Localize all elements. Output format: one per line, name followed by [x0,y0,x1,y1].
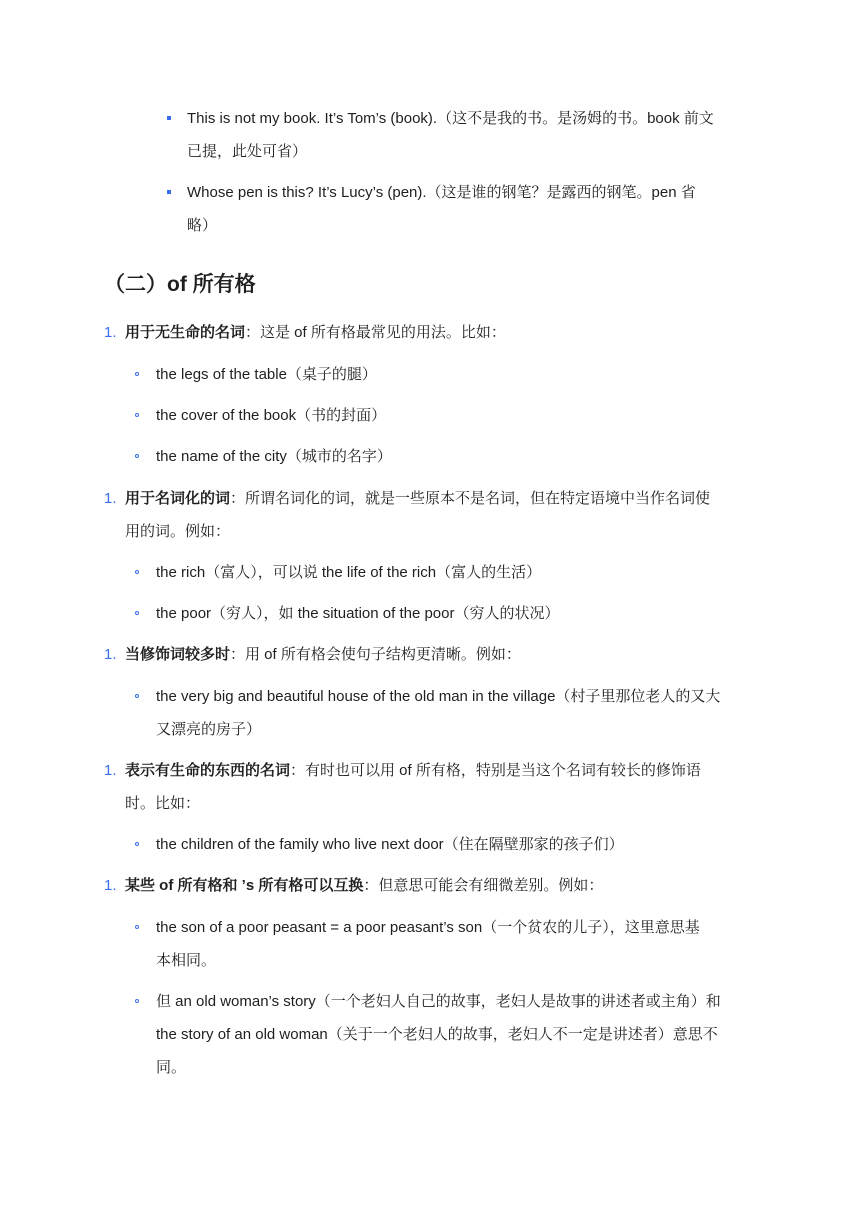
sub-item-line: 但 an old woman’s story（一个老妇人自己的故事，老妇人是故事的讲述者或主角）和 [156,993,721,1010]
item-bold-label: 表示有生命的东西的名词 [125,762,291,779]
item-text: ：但意思可能会有细微差别。例如： [363,877,604,894]
circle-bullet-icon [135,842,139,846]
item-text-continued: 用的词。例如： [125,523,231,540]
sub-item-line: 又漂亮的房子） [156,721,262,738]
sub-item-line: the story of an old woman（关于一个老妇人的故事，老妇人不一定是讲述者）意思不 [156,1026,718,1043]
item-text: ：有时也可以用 of 所有格，特别是当这个名词有较长的修饰语 [290,762,701,779]
list-item [125,482,710,548]
item-bold-label: 某些 of 所有格和 ’s 所有格可以互换 [125,877,364,894]
sub-item-line: the poor（穷人），如 the situation of the poor（穷人的状况） [156,605,560,622]
sub-item [156,828,624,861]
circle-bullet-icon [135,694,139,698]
list-number: 1. [104,762,117,779]
circle-bullet-icon [135,413,139,417]
sub-item-line: the children of the family who live next door（住在隔壁那家的孩子们） [156,836,624,853]
sub-item [156,911,700,977]
sub-item [156,985,721,1084]
list-number: 1. [104,877,117,894]
list-item [125,638,521,671]
item-bold-label: 用于名词化的词 [125,490,231,507]
square-bullet-icon [167,190,171,194]
sub-item-line: 同。 [156,1059,187,1076]
item-text-continued: 时。比如： [125,795,201,812]
bullet-line: 略） [187,217,218,234]
item-text: ：用 of 所有格会使句子结构更清晰。例如： [230,646,521,663]
section-heading: （二）of 所有格 [104,273,256,296]
sub-item [156,680,720,746]
item-text: ：这是 of 所有格最常见的用法。比如： [245,324,506,341]
bullet-line: Whose pen is this? It’s Lucy’s (pen).（这是谁的钢笔？是露西的钢笔。pen 省 [187,184,696,201]
sub-item-line: the very big and beautiful house of the old man in the village（村子里那位老人的又大 [156,688,721,705]
square-bullet-icon [167,116,171,120]
item-bold-label: 用于无生命的名词 [125,324,246,341]
circle-bullet-icon [135,999,139,1003]
circle-bullet-icon [135,454,139,458]
list-item [125,869,603,902]
bullet-item [187,176,696,242]
sub-item-line: the name of the city（城市的名字） [156,448,392,465]
list-number: 1. [104,490,117,507]
circle-bullet-icon [135,570,139,574]
sub-item-line: the rich（富人），可以说 the life of the rich（富人的生活） [156,564,542,581]
sub-item [156,358,377,391]
bullet-line: 已提，此处可省） [187,143,308,160]
list-item [125,754,701,820]
list-number: 1. [104,646,117,663]
sub-item-line: the legs of the table（桌子的腿） [156,366,377,383]
bullet-item [187,102,714,168]
item-bold-label: 当修饰词较多时 [125,646,231,663]
bullet-line: This is not my book. It’s Tom’s (book).（这不是我的书。是汤姆的书。book 前文 [187,110,714,127]
sub-item-line: 本相同。 [156,952,217,969]
item-text: ：所谓名词化的词，就是一些原本不是名词，但在特定语境中当作名词使 [230,490,711,507]
circle-bullet-icon [135,611,139,615]
sub-item-line: the cover of the book（书的封面） [156,407,387,424]
sub-item [156,440,392,473]
sub-item-line: the son of a poor peasant = a poor peasant’s son（一个贫农的儿子），这里意思基 [156,919,700,936]
list-item [125,316,506,349]
circle-bullet-icon [135,372,139,376]
sub-item [156,597,560,630]
circle-bullet-icon [135,925,139,929]
sub-item [156,556,541,589]
list-number: 1. [104,324,117,341]
sub-item [156,399,386,432]
